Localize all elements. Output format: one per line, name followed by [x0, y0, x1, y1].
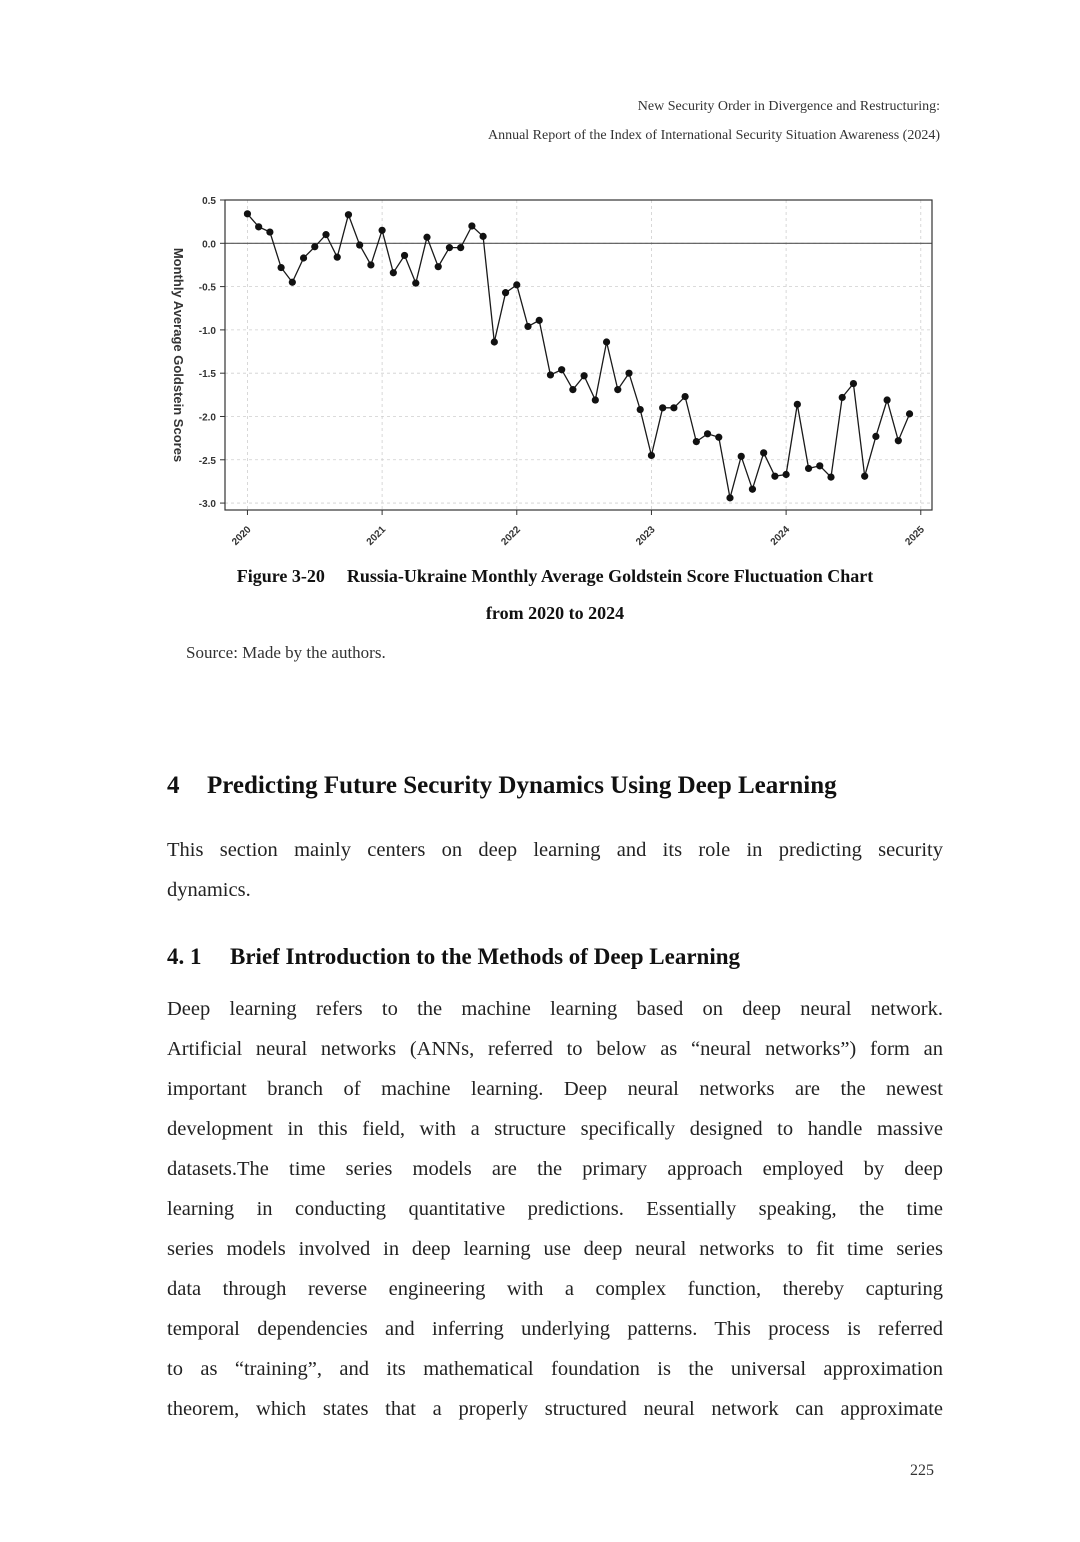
data-point — [300, 254, 307, 261]
subsection-number: 4. 1 — [167, 944, 202, 969]
data-point — [704, 430, 711, 437]
data-point — [738, 453, 745, 460]
data-point — [603, 338, 610, 345]
data-point — [659, 404, 666, 411]
paragraph-line: development in this field, with a structure specifically designed to handle massive — [167, 1118, 943, 1140]
data-point — [322, 231, 329, 238]
data-point — [715, 434, 722, 441]
data-point — [569, 386, 576, 393]
y-tick-label: 0.0 — [202, 239, 216, 251]
y-tick-label: -2.0 — [198, 412, 216, 424]
figure-caption-line2: from 2020 to 2024 — [485, 603, 625, 623]
data-point — [502, 289, 509, 296]
paragraph-line: dynamics. — [167, 879, 251, 901]
data-point — [446, 244, 453, 251]
data-point — [693, 438, 700, 445]
series-line — [247, 214, 909, 498]
y-tick-label: -1.0 — [198, 325, 216, 337]
data-point — [895, 437, 902, 444]
data-point — [412, 280, 419, 287]
data-point — [648, 452, 655, 459]
data-point — [356, 241, 363, 248]
data-point — [379, 227, 386, 234]
data-point — [255, 223, 262, 230]
paragraph-line: theorem, which states that a properly structured neural network can approximate — [167, 1398, 943, 1420]
y-axis-label: Monthly Average Goldstein Scores — [171, 247, 186, 463]
data-point — [457, 244, 464, 251]
paragraph-line: This section mainly centers on deep learning and its role in predicting security — [167, 839, 943, 861]
paragraph-line: series models involved in deep learning use deep neural networks to fit time series — [167, 1238, 943, 1260]
y-tick-label: -0.5 — [198, 282, 216, 294]
data-point — [592, 396, 599, 403]
data-point — [547, 371, 554, 378]
data-point — [906, 410, 913, 417]
data-point — [682, 393, 689, 400]
data-point — [536, 317, 543, 324]
data-point — [311, 243, 318, 250]
data-point — [625, 370, 632, 377]
data-point — [423, 234, 430, 241]
data-point — [827, 473, 834, 480]
y-tick-label: 0.5 — [202, 196, 216, 207]
data-point — [334, 254, 341, 261]
data-point — [558, 366, 565, 373]
data-point — [783, 471, 790, 478]
paragraph-line: temporal dependencies and inferring underlying patterns. This process is referred — [167, 1318, 943, 1340]
goldstein-line-chart — [160, 190, 950, 555]
figure-caption-line1: Russia-Ukraine Monthly Average Goldstein Score Fluctuation Chart — [346, 566, 874, 586]
data-point — [244, 210, 251, 217]
data-point — [749, 486, 756, 493]
paragraph-line: to as “training”, and its mathematical foundation is the universal approximation — [167, 1358, 943, 1380]
paragraph-line: Artificial neural networks (ANNs, referred to below as “neural networks”) form an — [167, 1038, 943, 1060]
data-point — [468, 222, 475, 229]
section-number: 4 — [167, 772, 180, 799]
x-tick-label: 2022 — [499, 524, 523, 548]
section-heading — [167, 772, 837, 800]
running-header — [488, 92, 940, 150]
data-point — [367, 261, 374, 268]
data-point — [872, 433, 879, 440]
x-tick-label: 2020 — [230, 524, 254, 548]
subsection-body-paragraph — [167, 989, 943, 1429]
paragraph-line: important branch of machine learning. Deep neural networks are the newest — [167, 1078, 943, 1100]
data-point — [816, 462, 823, 469]
data-point — [266, 228, 273, 235]
data-point — [805, 465, 812, 472]
paragraph-line: Deep learning refers to the machine learning based on deep neural network. — [167, 998, 943, 1020]
x-tick-label: 2021 — [364, 524, 389, 548]
data-point — [345, 211, 352, 218]
data-point — [861, 473, 868, 480]
data-point — [850, 380, 857, 387]
section-title: Predicting Future Security Dynamics Using Deep Learning — [207, 772, 837, 799]
data-point — [839, 394, 846, 401]
x-tick-label: 2025 — [903, 524, 927, 548]
figure-caption — [160, 566, 950, 587]
data-point — [435, 263, 442, 270]
y-tick-label: -2.5 — [198, 455, 216, 467]
figure-source: Source: Made by the authors. — [186, 643, 386, 662]
data-point — [760, 449, 767, 456]
y-tick-label: -3.0 — [198, 499, 216, 511]
x-tick-label: 2024 — [768, 524, 793, 548]
data-point — [513, 281, 520, 288]
data-point — [794, 401, 801, 408]
plot-frame — [225, 200, 932, 510]
page-number: 225 — [910, 1462, 934, 1479]
running-header-line1: New Security Order in Divergence and Restructuring: — [637, 99, 940, 114]
y-tick-label: -1.5 — [198, 369, 216, 381]
data-point — [637, 406, 644, 413]
running-header-line2: Annual Report of the Index of International Security Situation Awareness (2024) — [487, 128, 940, 143]
data-point — [401, 252, 408, 259]
data-point — [524, 323, 531, 330]
data-point — [278, 264, 285, 271]
data-point — [670, 404, 677, 411]
data-point — [614, 386, 621, 393]
paragraph-line: data through reverse engineering with a complex function, thereby capturing — [167, 1278, 943, 1300]
figure-number: Figure 3-20 — [236, 566, 325, 586]
paragraph-line: learning in conducting quantitative predictions. Essentially speaking, the time — [167, 1198, 943, 1220]
data-point — [480, 233, 487, 240]
subsection-title: Brief Introduction to the Methods of Deep Learning — [230, 944, 741, 969]
data-point — [491, 338, 498, 345]
paragraph-line: datasets.The time series models are the primary approach employed by deep — [167, 1158, 943, 1180]
data-point — [581, 372, 588, 379]
section-intro-paragraph — [167, 830, 943, 910]
data-point — [884, 396, 891, 403]
data-point — [726, 494, 733, 501]
x-tick-label: 2023 — [634, 524, 658, 548]
data-point — [771, 473, 778, 480]
data-point — [289, 279, 296, 286]
data-point — [390, 269, 397, 276]
subsection-heading — [167, 944, 740, 970]
